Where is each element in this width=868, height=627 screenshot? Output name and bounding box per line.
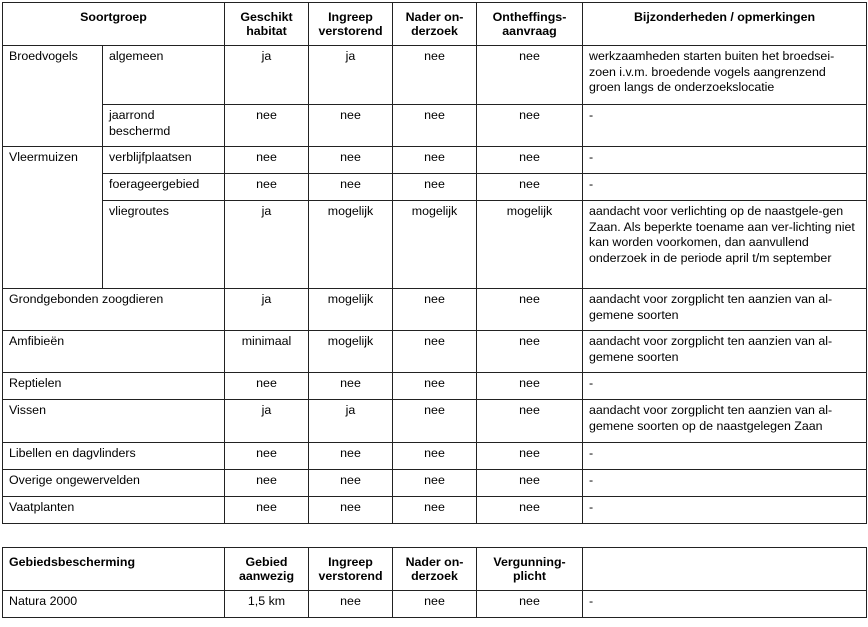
table-row <box>3 443 867 470</box>
vergunning-cell: nee <box>477 591 583 618</box>
remark-cell: - <box>583 591 867 618</box>
ingreep-cell: nee <box>309 470 393 497</box>
header-aanwezig: Gebied aanwezig <box>225 548 309 591</box>
group-cell: Grondgebonden zoogdieren <box>3 289 225 331</box>
habitat-cell: nee <box>225 105 309 147</box>
habitat-cell: ja <box>225 400 309 443</box>
header-ingreep: Ingreep verstorend <box>309 548 393 591</box>
ingreep-cell: nee <box>309 591 393 618</box>
nader-cell: nee <box>393 331 477 373</box>
ingreep-cell: nee <box>309 373 393 400</box>
table-row <box>3 105 867 147</box>
table-row <box>3 174 867 201</box>
header-ontheffing: Ontheffings-aanvraag <box>477 3 583 46</box>
group-cell: Libellen en dagvlinders <box>3 443 225 470</box>
ingreep-cell: nee <box>309 105 393 147</box>
table-row <box>3 373 867 400</box>
table-row <box>3 201 867 289</box>
ingreep-cell: nee <box>309 497 393 524</box>
nader-cell: nee <box>393 147 477 174</box>
ingreep-cell: ja <box>309 46 393 105</box>
remark-cell: aandacht voor zorgplicht ten aanzien van al-gemene soorten <box>583 331 867 373</box>
habitat-cell: nee <box>225 497 309 524</box>
ontheffing-cell: nee <box>477 105 583 147</box>
habitat-cell: nee <box>225 373 309 400</box>
ontheffing-cell: nee <box>477 470 583 497</box>
group-cell: Broedvogels <box>3 46 103 147</box>
spacer-cell <box>3 524 867 548</box>
ontheffing-cell: nee <box>477 373 583 400</box>
ontheffing-cell: mogelijk <box>477 201 583 289</box>
header-opmerkingen: Bijzonderheden / opmerkingen <box>583 3 867 46</box>
habitat-cell: nee <box>225 147 309 174</box>
ingreep-cell: mogelijk <box>309 201 393 289</box>
group-cell: Amfibieën <box>3 331 225 373</box>
ontheffing-cell: nee <box>477 147 583 174</box>
table-row <box>3 591 867 618</box>
ontheffing-cell: nee <box>477 174 583 201</box>
habitat-cell: ja <box>225 289 309 331</box>
sub-cell: foerageergebied <box>103 174 225 201</box>
remark-cell: - <box>583 174 867 201</box>
group-cell: Vissen <box>3 400 225 443</box>
header-vergunning: Vergunning-plicht <box>477 548 583 591</box>
habitat-cell: ja <box>225 201 309 289</box>
table-row <box>3 289 867 331</box>
remark-cell: aandacht voor zorgplicht ten aanzien van al-gemene soorten <box>583 289 867 331</box>
header-opmerkingen <box>583 548 867 591</box>
ontheffing-cell: nee <box>477 46 583 105</box>
habitat-cell: nee <box>225 174 309 201</box>
group-cell: Vleermuizen <box>3 147 103 289</box>
remark-cell: - <box>583 373 867 400</box>
header-nader: Nader on-derzoek <box>393 548 477 591</box>
habitat-cell: minimaal <box>225 331 309 373</box>
afstand-cell: 1,5 km <box>225 591 309 618</box>
ontheffing-cell: nee <box>477 400 583 443</box>
nader-cell: nee <box>393 46 477 105</box>
remark-cell: - <box>583 443 867 470</box>
table-row <box>3 331 867 373</box>
nader-cell: nee <box>393 443 477 470</box>
header-ingreep: Ingreep verstorend <box>309 3 393 46</box>
nader-cell: nee <box>393 373 477 400</box>
header-group: Soortgroep <box>3 3 225 46</box>
remark-cell: - <box>583 147 867 174</box>
habitat-cell: ja <box>225 46 309 105</box>
nader-cell: mogelijk <box>393 201 477 289</box>
table-row <box>3 470 867 497</box>
sub-cell: algemeen <box>103 46 225 105</box>
table-row <box>3 147 867 174</box>
header-row <box>3 3 867 46</box>
ingreep-cell: mogelijk <box>309 331 393 373</box>
nader-cell: nee <box>393 470 477 497</box>
table-row <box>3 46 867 105</box>
ontheffing-cell: nee <box>477 497 583 524</box>
header-habitat: Geschikt habitat <box>225 3 309 46</box>
nader-cell: nee <box>393 591 477 618</box>
remark-cell: - <box>583 105 867 147</box>
sub-cell: verblijfplaatsen <box>103 147 225 174</box>
ingreep-cell: nee <box>309 443 393 470</box>
habitat-cell: nee <box>225 443 309 470</box>
group-cell: Natura 2000 <box>3 591 225 618</box>
header-nader: Nader on-derzoek <box>393 3 477 46</box>
remark-cell: - <box>583 470 867 497</box>
spacer-row <box>3 524 867 548</box>
nader-cell: nee <box>393 105 477 147</box>
nader-cell: nee <box>393 400 477 443</box>
header-row <box>3 548 867 591</box>
nader-cell: nee <box>393 497 477 524</box>
remark-cell: werkzaamheden starten buiten het broedsei-zoen i.v.m. broedende vogels aangrenzend groen langs de onderzoekslocatie <box>583 46 867 105</box>
ingreep-cell: nee <box>309 147 393 174</box>
table-row <box>3 400 867 443</box>
ingreep-cell: mogelijk <box>309 289 393 331</box>
remark-cell: - <box>583 497 867 524</box>
sub-cell: vliegroutes <box>103 201 225 289</box>
remark-cell: aandacht voor verlichting op de naastgele-gen Zaan. Als beperkte toename aan ver-lichting niet kan worden voorkomen, dan aanvullend onderzoek in de periode april t/m september <box>583 201 867 289</box>
ingreep-cell: nee <box>309 174 393 201</box>
nader-cell: nee <box>393 289 477 331</box>
ontheffing-cell: nee <box>477 331 583 373</box>
header-group: Gebiedsbescherming <box>3 548 225 591</box>
group-cell: Overige ongewervelden <box>3 470 225 497</box>
group-cell: Vaatplanten <box>3 497 225 524</box>
species-table <box>2 2 867 618</box>
ontheffing-cell: nee <box>477 289 583 331</box>
ingreep-cell: ja <box>309 400 393 443</box>
remark-cell: aandacht voor zorgplicht ten aanzien van al-gemene soorten op de naastgelegen Zaan <box>583 400 867 443</box>
habitat-cell: nee <box>225 470 309 497</box>
group-cell: Reptielen <box>3 373 225 400</box>
sub-cell: jaarrond beschermd <box>103 105 225 147</box>
table-row <box>3 497 867 524</box>
nader-cell: nee <box>393 174 477 201</box>
ontheffing-cell: nee <box>477 443 583 470</box>
